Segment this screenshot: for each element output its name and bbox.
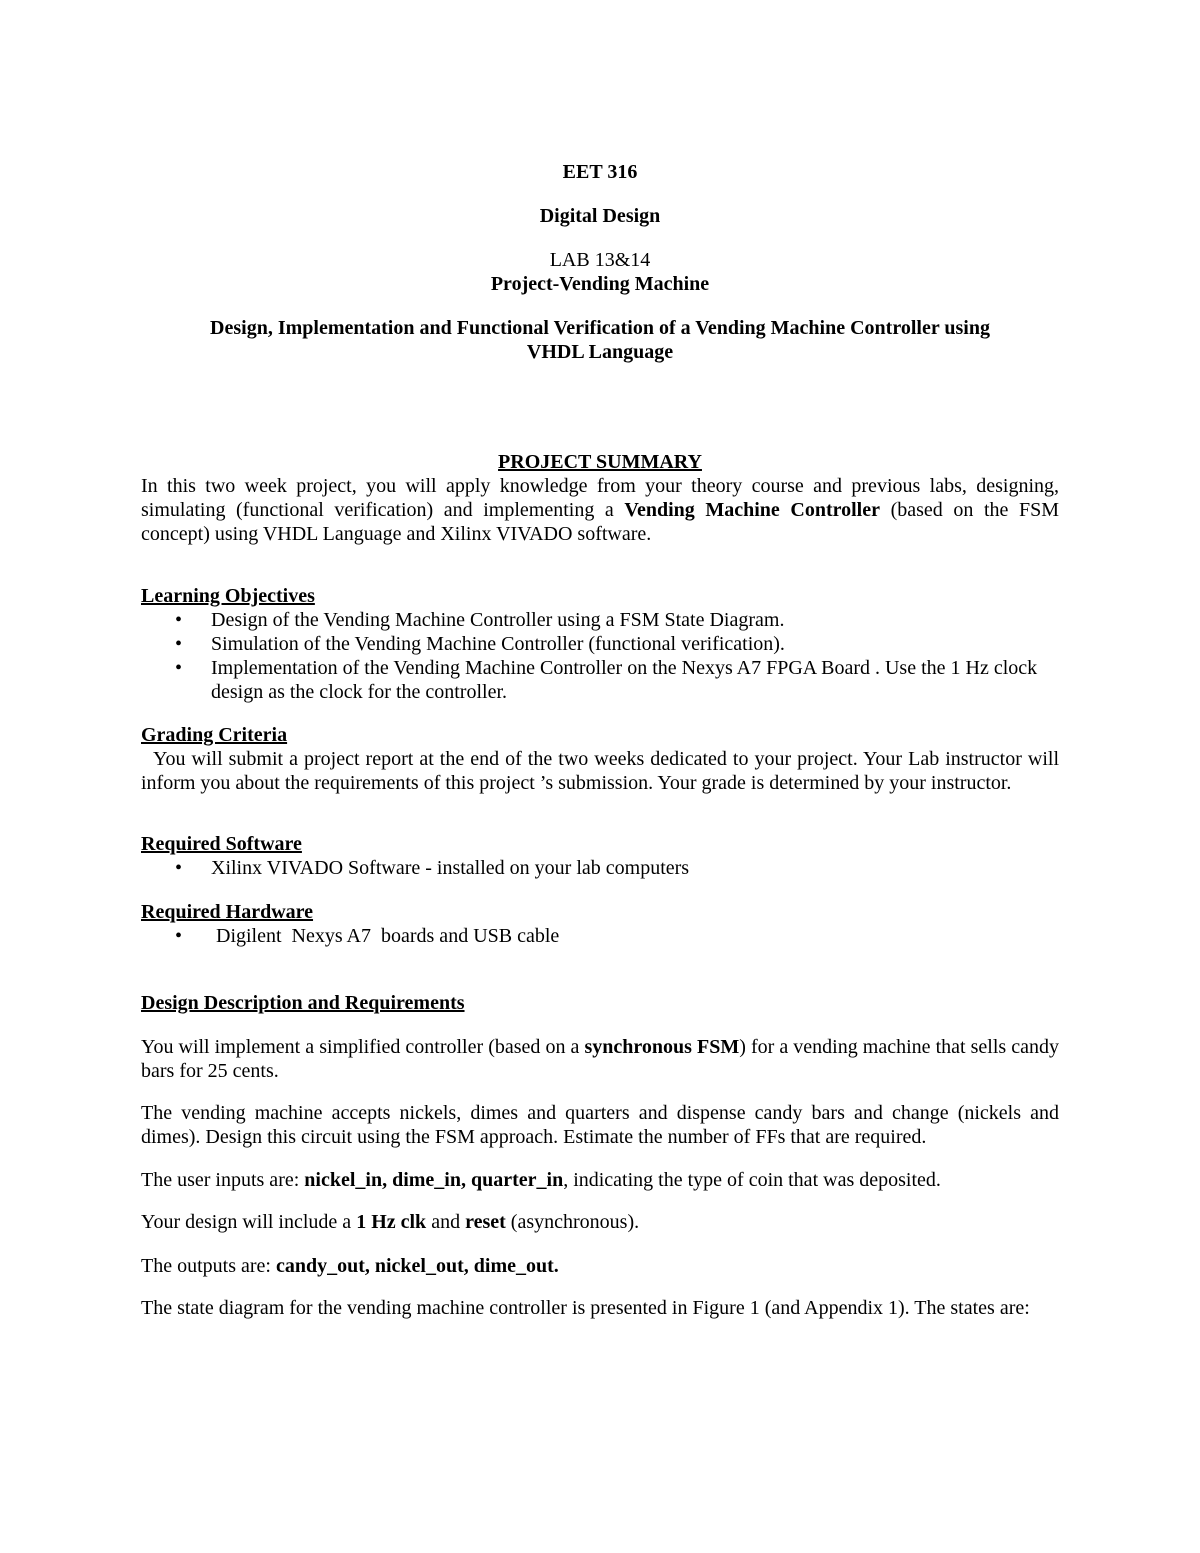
document-title-line1: Design, Implementation and Functional Verification of a Vending Machine Controller using: [210, 317, 990, 339]
design-paragraph-1: You will implement a simplified controller (based on a synchronous FSM) for a vending machine that sells candy bars for 25 cents.: [141, 1036, 1060, 1082]
course-title: Digital Design: [539, 205, 661, 227]
hardware-list: [141, 924, 1059, 948]
design-paragraph-6: The state diagram for the vending machine controller is presented in Figure 1 (and Appendix 1). The states are:: [141, 1297, 1030, 1319]
objectives-heading: Learning Objectives: [141, 585, 315, 607]
list-item: • Digilent Nexys A7 boards and USB cable: [175, 925, 560, 947]
project-name: Project-Vending Machine: [490, 273, 710, 295]
design-paragraph-2: The vending machine accepts nickels, dimes and quarters and dispense candy bars and change (nickels and dimes). Design this circuit using the FSM approach. Estimate the number of FFs that are required.: [141, 1102, 1059, 1148]
list-item: • Design of the Vending Machine Controller using a FSM State Diagram.: [175, 609, 785, 631]
document-title-line2: VHDL Language: [526, 341, 674, 363]
list-item: • Xilinx VIVADO Software - installed on your lab computers: [175, 857, 690, 879]
hardware-heading: Required Hardware: [141, 901, 314, 923]
list-item: • Implementation of the Vending Machine Controller on the Nexys A7 FPGA Board . Use the 1 Hz clock design as the clock for the controller.: [175, 657, 1038, 703]
document-content: [141, 160, 1064, 1320]
software-heading: Required Software: [141, 833, 302, 855]
list-item: • Simulation of the Vending Machine Controller (functional verification).: [175, 633, 785, 655]
grading-heading: Grading Criteria: [141, 724, 288, 746]
objectives-list: [141, 608, 1059, 704]
design-paragraph-4: Your design will include a 1 Hz clk and reset (asynchronous).: [141, 1211, 640, 1233]
grading-paragraph: You will submit a project report at the end of the two weeks dedicated to your project. Your Lab instructor will inform you about the requirements of this project ’s submission. Your grade is determined by your instructor.: [141, 748, 1064, 794]
software-list: [141, 856, 1059, 880]
design-heading: Design Description and Requirements: [141, 992, 465, 1014]
design-paragraph-3: The user inputs are: nickel_in, dime_in, quarter_in, indicating the type of coin that was deposited.: [141, 1169, 941, 1191]
summary-heading: PROJECT SUMMARY: [498, 451, 702, 473]
course-code: EET 316: [562, 161, 638, 183]
lab-number: LAB 13&14: [549, 249, 651, 271]
summary-paragraph: In this two week project, you will apply knowledge from your theory course and previous labs, designing, simulating (functional verification) and implementing a Vending Machine Controller (based on the FSM concept) using VHDL Language and Xilinx VIVADO software.: [141, 475, 1059, 545]
design-paragraph-5: The outputs are: candy_out, nickel_out, dime_out.: [141, 1255, 559, 1277]
